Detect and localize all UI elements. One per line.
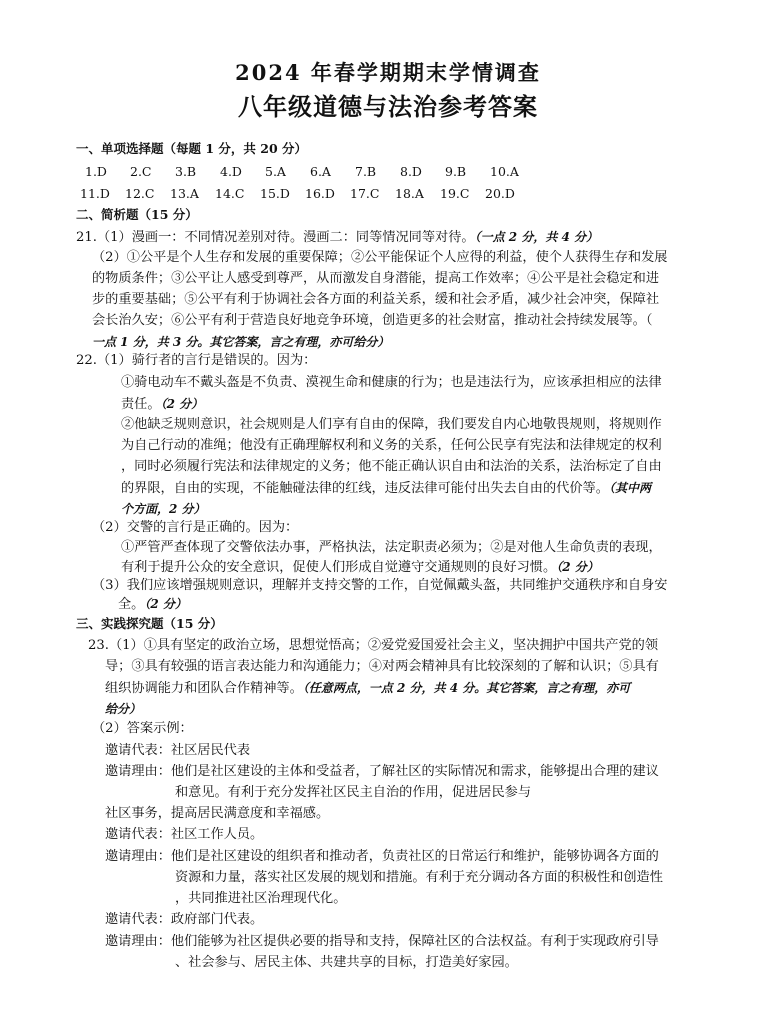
section2-heading: 二、简析题（15 分）: [76, 207, 198, 222]
answer-item: 12.C: [125, 186, 155, 201]
answer-item: 3.B: [175, 164, 197, 179]
q21-part2-line: 步的重要基础；⑤公平有利于协调社会各方面的利益关系，缓和社会矛盾，减少社会冲突，保障社: [92, 292, 660, 307]
answer-item: 10.A: [490, 164, 519, 179]
q22-part2: （2）交警的言行是正确的。因为：: [92, 520, 299, 535]
answer-item: 11.D: [80, 186, 110, 201]
answer-item: 18.A: [395, 186, 424, 201]
page-title: 2024 年春学期期末学情调查: [235, 60, 541, 85]
score-note: （其中两: [608, 481, 651, 495]
q22-part2-text: 有利于提升公众的安全意识，促使人们形成自觉遵守交通规则的良好习惯。: [121, 560, 557, 575]
answer-item: 7.B: [355, 164, 377, 179]
q23-part1-text: 组织协调能力和团队合作精神等。: [105, 681, 303, 696]
answer-item: 6.A: [310, 164, 331, 179]
q23-part1-line: [105, 678, 630, 699]
q22-part1-text: 责任。: [121, 397, 161, 412]
score-note: 给分）: [105, 702, 142, 716]
q22-part1-line: ，同时必须履行宪法和法律规定的义务；他不能正确认识自由和法治的关系，法治标定了自由: [121, 459, 662, 474]
score-note: 个方面，2 分）: [121, 502, 206, 516]
q22-part2-line: [121, 557, 599, 578]
answer-item: 13.A: [170, 186, 199, 201]
invite-reason-2: 资源和力量，落实社区发展的规划和措施。有利于充分调动各方面的积极性和创造性: [175, 870, 663, 885]
answer-item: 9.B: [445, 164, 467, 179]
score-note: 一点 1 分，共 3 分。其它答案，言之有理，亦可给分）: [92, 335, 390, 349]
invite-reason-1: 邀请理由：他们是社区建设的主体和受益者，了解社区的实际情况和需求，能够提出合理的建议: [105, 764, 659, 779]
invite-reason-2: ，共同推进社区治理现代化。: [175, 891, 347, 906]
invite-reason-2: 邀请理由：他们是社区建设的组织者和推动者，负责社区的日常运行和维护，能够协调各方面的: [105, 849, 659, 864]
answer-item: 5.A: [265, 164, 286, 179]
invite-rep-1: 邀请代表：社区居民代表: [105, 743, 251, 758]
q23-part2: （2）答案示例：: [92, 721, 193, 736]
invite-rep-2: 邀请代表：社区工作人员。: [105, 827, 264, 842]
answer-item: 15.D: [260, 186, 290, 201]
invite-reason-3: 邀请理由：他们能够为社区提供必要的指导和支持，保障社区的合法权益。有利于实现政府引导: [105, 934, 659, 949]
page-subtitle: 八年级道德与法治参考答案: [238, 92, 538, 121]
q22-part2-line: ①严管严查体现了交警依法办事，严格执法，法定职责必须为；②是对他人生命负责的表现，: [121, 540, 662, 555]
score-note: （2 分）: [556, 560, 599, 574]
q22-part3-text: 全。: [118, 597, 145, 612]
q21-part2-line: 的物质条件；③公平让人感受到尊严，从而激发自身潜能，提高工作效率；④公平是社会稳定和进: [92, 271, 660, 286]
q22-part3-line: （3）我们应该增强规则意识，理解并支持交警的工作，自觉佩戴头盔，共同维护交通秩序和自身安: [92, 578, 668, 593]
section1-heading: 一、单项选择题（每题 1 分，共 20 分）: [76, 141, 308, 156]
q22-part1: 22.（1）骑行者的言行是错误的。因为：: [76, 353, 317, 368]
answer-item: 16.D: [305, 186, 335, 201]
answer-item: 17.C: [350, 186, 380, 201]
answer-item: 14.C: [215, 186, 245, 201]
q22-part1-line: [121, 394, 203, 415]
q22-part1-text: 的界限，自由的实现，不能触碰法律的红线，违反法律可能付出失去自由的代价等。: [121, 481, 609, 496]
answer-item: 4.D: [220, 164, 242, 179]
score-note: （一点 2 分，共 4 分）: [474, 230, 599, 244]
q23-part1-line: 23.（1）①具有坚定的政治立场，思想觉悟高；②爱党爱国爱社会主义，坚决拥护中国共产党的领: [88, 638, 659, 653]
q22-part1-line: ②他缺乏规则意识，社会规则是人们享有自由的保障，我们要发自内心地敬畏规则，将规则作: [121, 417, 662, 432]
invite-rep-3: 邀请代表：政府部门代表。: [105, 912, 264, 927]
answer-item: 20.D: [485, 186, 515, 201]
q21-part2-line: 会长治久安；⑥公平有利于营造良好地竞争环境，创造更多的社会财富，推动社会持续发展等。（: [92, 313, 653, 328]
answer-item: 19.C: [440, 186, 470, 201]
q22-part1-line: ①骑电动车不戴头盔是不负责、漠视生命和健康的行为；也是违法行为，应该承担相应的法律: [121, 375, 662, 390]
q21-part1-text: 21.（1）漫画一：不同情况差别对待。漫画二：同等情况同等对待。: [76, 230, 475, 245]
invite-reason-1: 社区事务，提高居民满意度和幸福感。: [105, 806, 330, 821]
answer-item: 8.D: [400, 164, 422, 179]
q21-part1: [76, 227, 598, 248]
answers-row-1: [85, 164, 535, 179]
score-note: （任意两点，一点 2 分，共 4 分。其它答案，言之有理，亦可: [302, 681, 631, 695]
q22-part1-line: 为自己行动的准绳；他没有正确理解权利和义务的关系，任何公民享有宪法和法律规定的权利: [121, 438, 662, 453]
section3-heading: 三、实践探究题（15 分）: [76, 616, 223, 631]
q22-part1-line: [121, 478, 651, 499]
score-note: （2 分）: [144, 597, 187, 611]
q21-part2-line: （2）①公平是个人生存和发展的重要保障；②公平能保证个人应得的利益，使个人获得生存和发展: [92, 250, 668, 265]
answer-item: 1.D: [85, 164, 107, 179]
answer-item: 2.C: [130, 164, 152, 179]
score-note: （2 分）: [160, 397, 204, 411]
invite-reason-3: 、社会参与、居民主体、共建共享的目标，打造美好家园。: [175, 955, 518, 970]
invite-reason-1: 和意见。有利于充分发挥社区民主自治的作用，促进居民参与: [175, 785, 532, 800]
answers-row-2: [80, 186, 530, 201]
q23-part1-line: 导；③具有较强的语言表达能力和沟通能力；④对两会精神具有比较深刻的了解和认识；⑤具有: [105, 659, 659, 674]
q22-part3-line: [118, 594, 187, 615]
